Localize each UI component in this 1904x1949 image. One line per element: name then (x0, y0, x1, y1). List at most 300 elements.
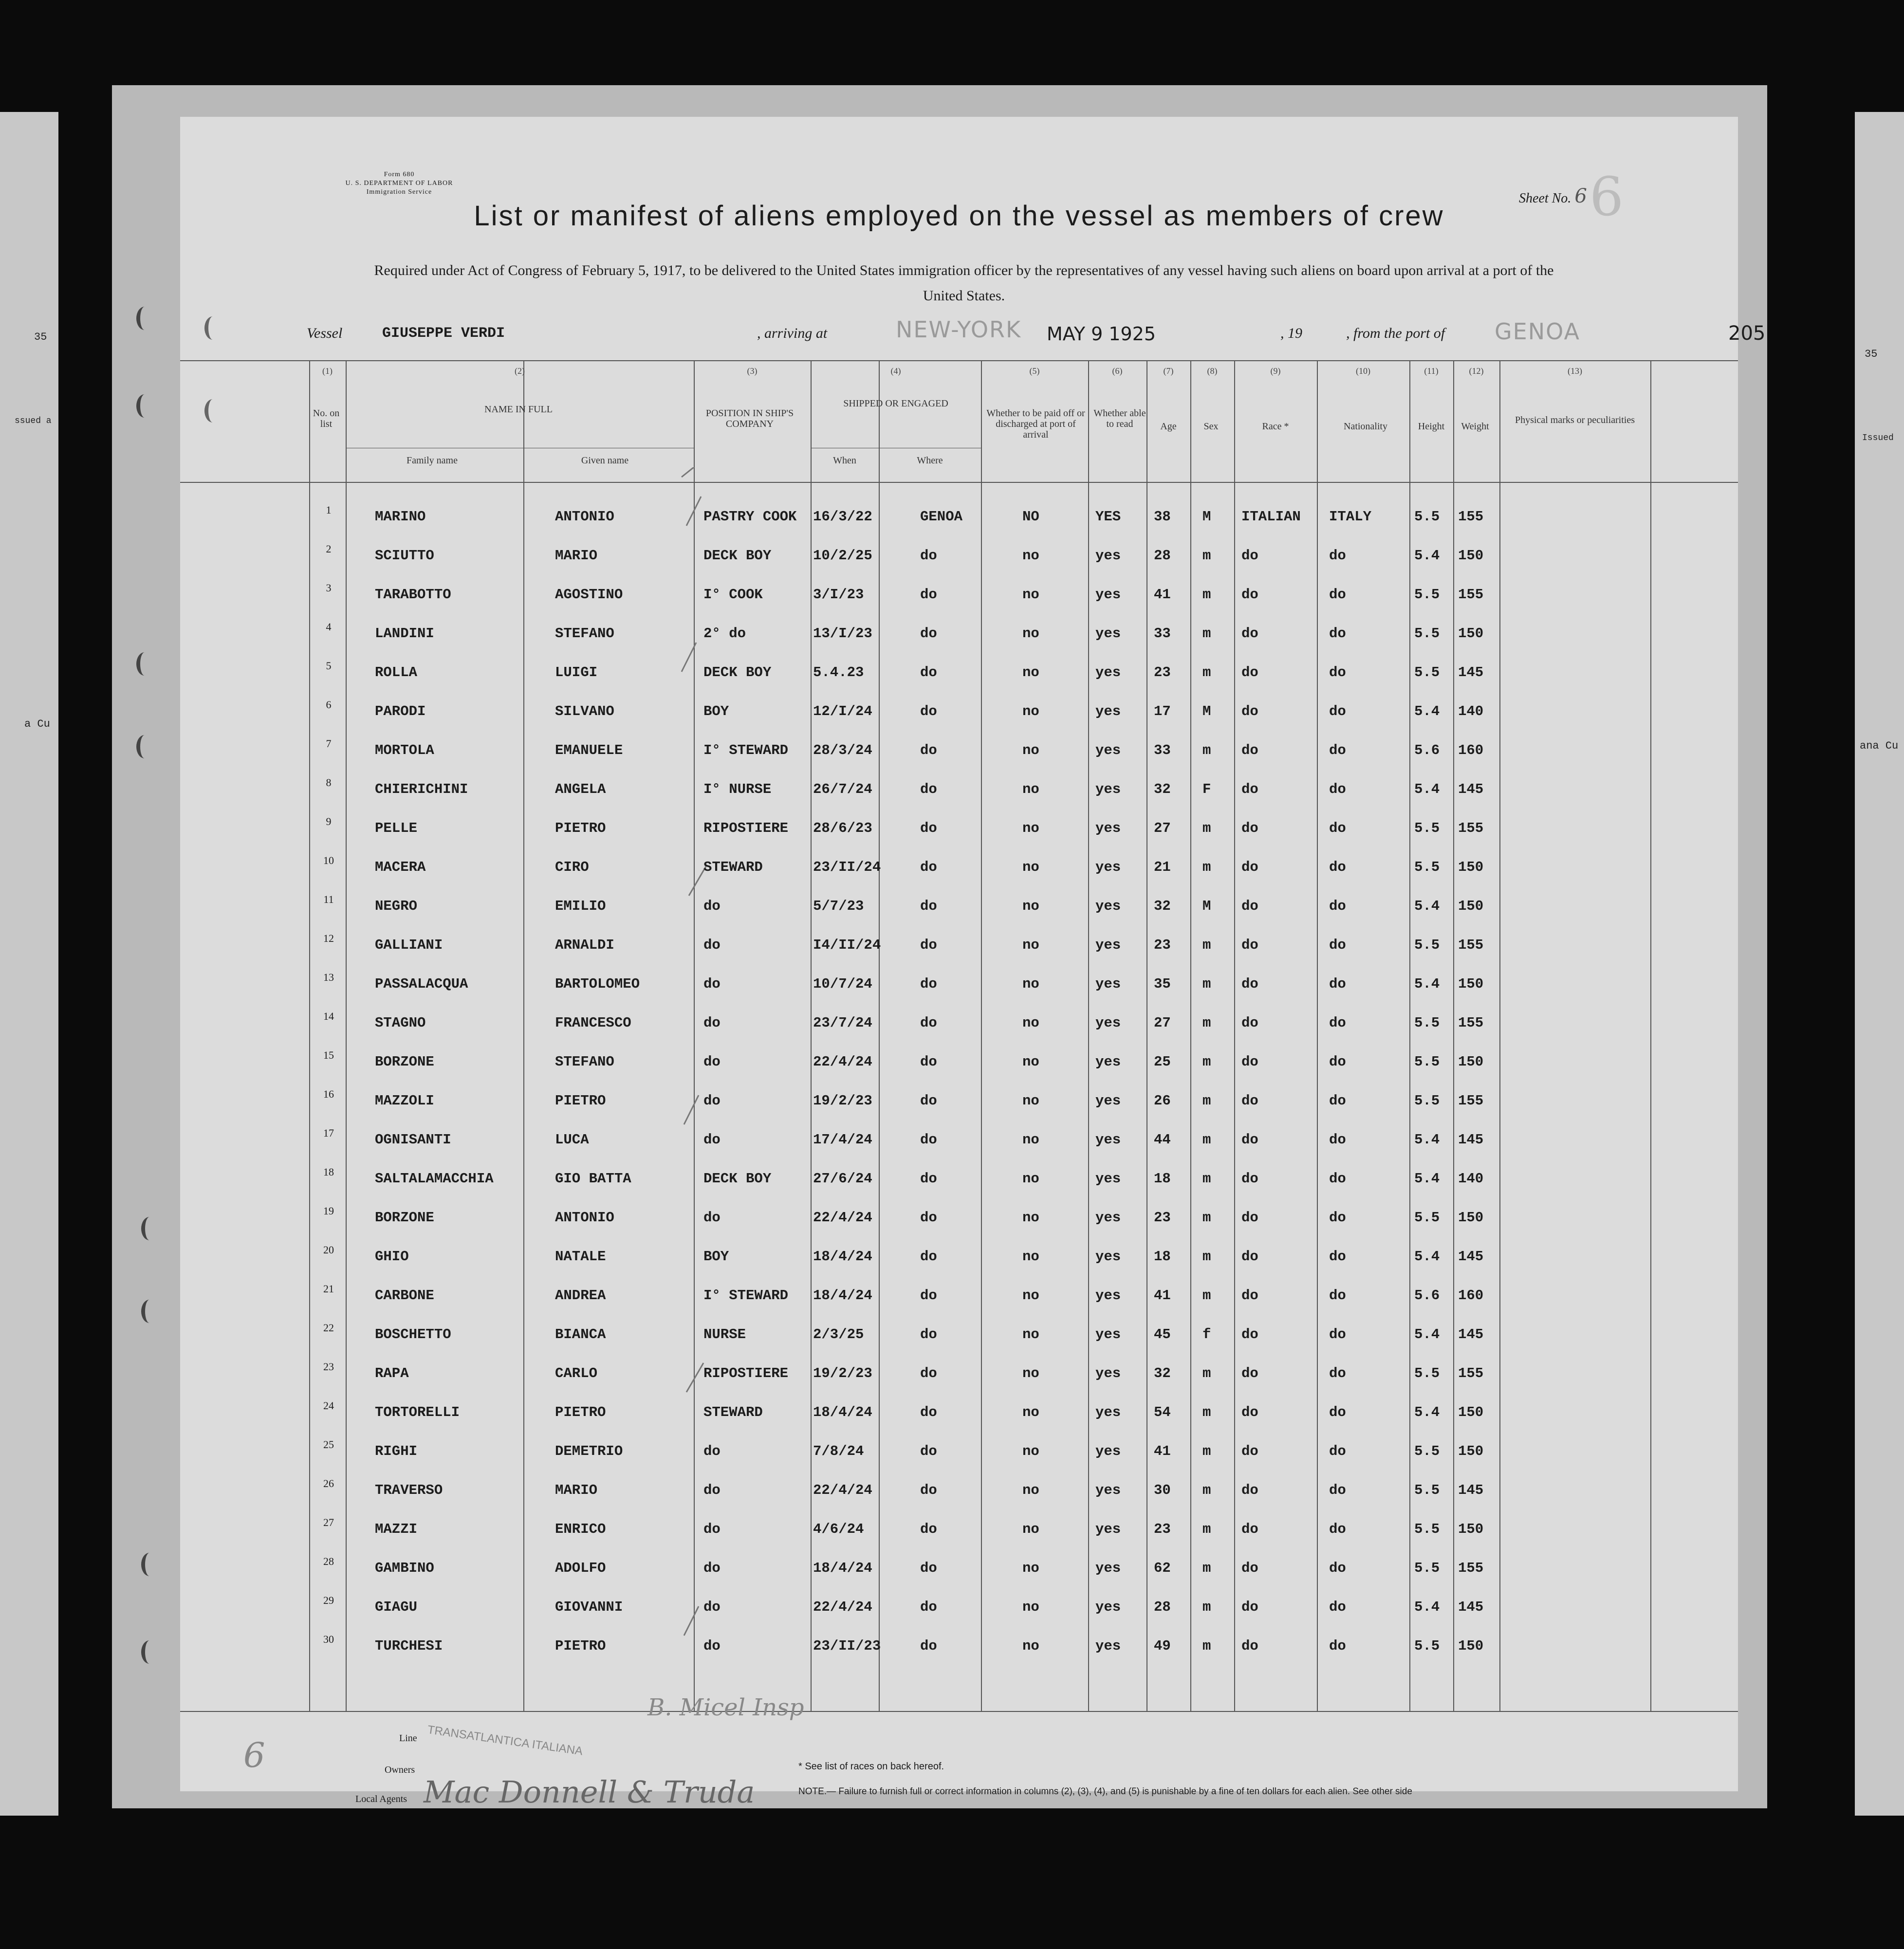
column-number: (2) (515, 366, 525, 376)
weight-cell: 150 (1458, 859, 1484, 875)
given-name-cell: ENRICO (555, 1521, 606, 1537)
sex-cell: m (1202, 1210, 1211, 1226)
able-to-read-cell: yes (1095, 1482, 1121, 1498)
nationality-cell: do (1329, 898, 1346, 914)
shipped-where-cell: do (920, 664, 937, 680)
paid-off-cell: no (1022, 1482, 1039, 1498)
shipped-where-cell: do (920, 1365, 937, 1381)
column-rule (1146, 360, 1147, 1711)
nationality-cell: do (1329, 1599, 1346, 1615)
row-number-cell: 23 (323, 1361, 334, 1373)
sex-cell: m (1202, 548, 1211, 564)
sex-cell: M (1202, 703, 1211, 719)
given-name-cell: CIRO (555, 859, 589, 875)
able-to-read-cell: yes (1095, 898, 1121, 914)
shipped-where-cell: do (920, 1326, 937, 1342)
row-number-cell: 30 (323, 1633, 334, 1645)
able-to-read-cell: yes (1095, 1171, 1121, 1187)
able-to-read-cell: yes (1095, 625, 1121, 642)
weight-cell: 150 (1458, 625, 1484, 642)
paid-off-cell: no (1022, 1365, 1039, 1381)
age-cell: 32 (1154, 1365, 1171, 1381)
manifest-number: 205 (1728, 322, 1766, 345)
family-name-cell: MAZZI (375, 1521, 418, 1537)
height-cell: 5.5 (1414, 1443, 1440, 1459)
header-family: Family name (407, 455, 458, 466)
given-name-cell: STEFANO (555, 1054, 614, 1070)
shipped-where-cell: do (920, 937, 937, 953)
left-page-issued: ssued a (15, 416, 52, 426)
nationality-cell: do (1329, 1249, 1346, 1265)
row-number-cell: 3 (326, 582, 332, 594)
sex-cell: m (1202, 1482, 1211, 1498)
sex-cell: f (1202, 1326, 1211, 1342)
sex-cell: m (1202, 1287, 1211, 1304)
nationality-cell: do (1329, 703, 1346, 719)
right-adjacent-page (1855, 112, 1904, 1816)
from-label: , from the port of (1346, 325, 1445, 341)
shipped-when-cell: 22/4/24 (813, 1054, 872, 1070)
paid-off-cell: no (1022, 1054, 1039, 1070)
row-number-cell: 28 (323, 1555, 334, 1567)
given-name-cell: ANDREA (555, 1287, 606, 1304)
race-cell: do (1241, 1404, 1258, 1420)
family-name-cell: CARBONE (375, 1287, 434, 1304)
weight-cell: 150 (1458, 976, 1484, 992)
race-cell: do (1241, 976, 1258, 992)
row-number-cell: 22 (323, 1322, 334, 1334)
shipped-where-cell: do (920, 1638, 937, 1654)
height-cell: 5.5 (1414, 625, 1440, 642)
age-cell: 41 (1154, 587, 1171, 603)
row-number-cell: 2 (326, 543, 332, 555)
age-cell: 30 (1154, 1482, 1171, 1498)
position-cell: STEWARD (703, 859, 763, 875)
paid-off-cell: no (1022, 781, 1039, 797)
form-header (321, 170, 477, 197)
weight-cell: 145 (1458, 1599, 1484, 1615)
able-to-read-cell: yes (1095, 1521, 1121, 1537)
able-to-read-cell: yes (1095, 1404, 1121, 1420)
position-cell: BOY (703, 703, 729, 719)
column-rule (879, 360, 880, 1711)
sex-cell: m (1202, 587, 1211, 603)
shipped-where-cell: do (920, 587, 937, 603)
paid-off-cell: no (1022, 587, 1039, 603)
paid-off-cell: no (1022, 742, 1039, 758)
paid-off-cell: no (1022, 1326, 1039, 1342)
weight-cell: 155 (1458, 1015, 1484, 1031)
given-name-cell: EMILIO (555, 898, 606, 914)
binder-hole (136, 307, 153, 330)
row-number-cell: 9 (326, 815, 332, 827)
sex-cell: F (1202, 781, 1211, 797)
shipped-when-cell: 4/6/24 (813, 1521, 864, 1537)
row-number-cell: 27 (323, 1516, 334, 1528)
nationality-cell: do (1329, 1560, 1346, 1576)
race-cell: do (1241, 1093, 1258, 1109)
given-name-cell: MARIO (555, 1482, 598, 1498)
given-name-cell: PIETRO (555, 1638, 606, 1654)
nationality-cell: do (1329, 587, 1346, 603)
given-name-cell: CARLO (555, 1365, 598, 1381)
paid-off-cell: no (1022, 859, 1039, 875)
row-number-cell: 19 (323, 1205, 334, 1217)
binder-hole (204, 399, 221, 423)
shipped-when-cell: 5.4.23 (813, 664, 864, 680)
height-cell: 5.5 (1414, 859, 1440, 875)
able-to-read-cell: yes (1095, 781, 1121, 797)
row-number-cell: 5 (326, 660, 332, 672)
position-cell: RIPOSTIERE (703, 820, 789, 836)
family-name-cell: NEGRO (375, 898, 418, 914)
table-bottom-rule (180, 1711, 1738, 1712)
height-cell: 5.4 (1414, 898, 1440, 914)
line-label: Line (399, 1733, 417, 1744)
nationality-cell: ITALY (1329, 509, 1372, 525)
able-to-read-cell: yes (1095, 1249, 1121, 1265)
paid-off-cell: no (1022, 898, 1039, 914)
shipped-when-cell: 10/7/24 (813, 976, 872, 992)
row-number-cell: 7 (326, 737, 332, 750)
height-cell: 5.4 (1414, 976, 1440, 992)
family-name-cell: GIAGU (375, 1599, 418, 1615)
able-to-read-cell: yes (1095, 1326, 1121, 1342)
family-name-cell: MAZZOLI (375, 1093, 434, 1109)
column-rule (1190, 360, 1191, 1711)
race-cell: do (1241, 1482, 1258, 1498)
height-cell: 5.4 (1414, 1326, 1440, 1342)
height-cell: 5.4 (1414, 1249, 1440, 1265)
weight-cell: 150 (1458, 898, 1484, 914)
age-cell: 35 (1154, 976, 1171, 992)
given-name-cell: SILVANO (555, 703, 614, 719)
height-cell: 5.5 (1414, 1093, 1440, 1109)
paid-off-cell: no (1022, 703, 1039, 719)
shipped-where-cell: do (920, 1171, 937, 1187)
right-page-cu: ana Cu (1860, 740, 1899, 752)
shipped-when-cell: 22/4/24 (813, 1210, 872, 1226)
nationality-cell: do (1329, 1054, 1346, 1070)
given-name-cell: ARNALDI (555, 937, 614, 953)
nationality-cell: do (1329, 1638, 1346, 1654)
binder-hole (141, 1553, 158, 1576)
row-number-cell: 11 (323, 893, 334, 905)
given-name-cell: LUIGI (555, 664, 598, 680)
given-name-cell: GIO BATTA (555, 1171, 631, 1187)
header-race: Race * (1262, 421, 1289, 432)
shipped-where-cell: do (920, 898, 937, 914)
weight-cell: 150 (1458, 1521, 1484, 1537)
header-nationality: Nationality (1344, 421, 1387, 432)
able-to-read-cell: yes (1095, 703, 1121, 719)
able-to-read-cell: yes (1095, 664, 1121, 680)
family-name-cell: GALLIANI (375, 937, 443, 953)
shipped-where-cell: do (920, 703, 937, 719)
table-top-rule (180, 360, 1738, 361)
header-when: When (833, 455, 856, 466)
shipped-where-cell: do (920, 1482, 937, 1498)
given-name-cell: BARTOLOMEO (555, 976, 640, 992)
shipped-when-cell: 19/2/23 (813, 1093, 872, 1109)
weight-cell: 155 (1458, 587, 1484, 603)
vessel-name: GIUSEPPE VERDI (382, 325, 505, 342)
family-name-cell: RAPA (375, 1365, 409, 1381)
shipped-when-cell: 23/II/24 (813, 859, 881, 875)
race-cell: do (1241, 1599, 1258, 1615)
row-number-cell: 18 (323, 1166, 334, 1178)
shipped-when-cell: 3/I/23 (813, 587, 864, 603)
nationality-cell: do (1329, 1404, 1346, 1420)
height-cell: 5.4 (1414, 548, 1440, 564)
weight-cell: 150 (1458, 548, 1484, 564)
family-name-cell: SCIUTTO (375, 548, 434, 564)
height-cell: 5.5 (1414, 937, 1440, 953)
age-cell: 18 (1154, 1249, 1171, 1265)
binder-hole (141, 1217, 158, 1240)
column-number: (11) (1424, 366, 1439, 376)
departure-port: GENOA (1495, 318, 1580, 345)
family-name-cell: OGNISANTI (375, 1132, 451, 1148)
column-number: (13) (1568, 366, 1582, 376)
nationality-cell: do (1329, 1287, 1346, 1304)
family-name-cell: MARINO (375, 509, 426, 525)
able-to-read-cell: yes (1095, 1210, 1121, 1226)
age-cell: 25 (1154, 1054, 1171, 1070)
family-name-cell: TRAVERSO (375, 1482, 443, 1498)
nationality-cell: do (1329, 1132, 1346, 1148)
shipped-when-cell: 2/3/25 (813, 1326, 864, 1342)
family-name-cell: TURCHESI (375, 1638, 443, 1654)
position-cell: do (703, 1443, 721, 1459)
shipped-where-cell: do (920, 1404, 937, 1420)
header-marks: Physical marks or peculiarities (1515, 415, 1635, 425)
given-name-cell: FRANCESCO (555, 1015, 631, 1031)
height-cell: 5.5 (1414, 664, 1440, 680)
row-number-cell: 29 (323, 1594, 334, 1606)
weight-cell: 145 (1458, 1249, 1484, 1265)
page-mark: 6 (243, 1735, 265, 1775)
vessel-label: Vessel (307, 325, 343, 341)
age-cell: 26 (1154, 1093, 1171, 1109)
row-number-cell: 15 (323, 1049, 334, 1061)
sex-cell: M (1202, 509, 1211, 525)
age-cell: 21 (1154, 859, 1171, 875)
given-name-cell: ANGELA (555, 781, 606, 797)
nationality-cell: do (1329, 742, 1346, 758)
arrival-date: MAY 9 1925 (1047, 323, 1156, 345)
shipped-where-cell: do (920, 548, 937, 564)
sex-cell: m (1202, 1443, 1211, 1459)
family-name-cell: BORZONE (375, 1054, 434, 1070)
column-number: (4) (890, 366, 901, 376)
position-cell: I° NURSE (703, 781, 772, 797)
paid-off-cell: no (1022, 1210, 1039, 1226)
race-cell: do (1241, 1521, 1258, 1537)
race-cell: do (1241, 1132, 1258, 1148)
shipped-when-cell: 28/3/24 (813, 742, 872, 758)
race-cell: ITALIAN (1241, 509, 1301, 525)
row-number-cell: 24 (323, 1399, 334, 1412)
fine-note: NOTE.— Failure to furnish full or correct information in columns (2), (3), (4), and (5) is punishable by a fine of ten dollars for each alien. See other side (798, 1786, 1412, 1797)
able-to-read-cell: yes (1095, 1599, 1121, 1615)
family-name-cell: ROLLA (375, 664, 418, 680)
able-to-read-cell: yes (1095, 820, 1121, 836)
able-to-read-cell: yes (1095, 1560, 1121, 1576)
shipped-where-cell: do (920, 625, 937, 642)
age-cell: 49 (1154, 1638, 1171, 1654)
race-cell: do (1241, 742, 1258, 758)
row-number-cell: 17 (323, 1127, 334, 1139)
shipped-where-cell: do (920, 1287, 937, 1304)
paid-off-cell: no (1022, 1132, 1039, 1148)
position-cell: do (703, 1599, 721, 1615)
height-cell: 5.5 (1414, 820, 1440, 836)
sex-cell: m (1202, 937, 1211, 953)
arriving-label: , arriving at (757, 325, 828, 341)
nationality-cell: do (1329, 1443, 1346, 1459)
header-no: No. on list (313, 408, 340, 429)
age-cell: 28 (1154, 1599, 1171, 1615)
paid-off-cell: no (1022, 625, 1039, 642)
height-cell: 5.5 (1414, 1210, 1440, 1226)
sex-cell: m (1202, 1093, 1211, 1109)
given-name-cell: LUCA (555, 1132, 589, 1148)
shipped-where-cell: do (920, 1443, 937, 1459)
given-name-cell: EMANUELE (555, 742, 623, 758)
position-cell: do (703, 1482, 721, 1498)
position-cell: do (703, 1521, 721, 1537)
race-cell: do (1241, 1054, 1258, 1070)
height-cell: 5.5 (1414, 587, 1440, 603)
given-name-cell: PIETRO (555, 1404, 606, 1420)
race-cell: do (1241, 937, 1258, 953)
nationality-cell: do (1329, 1171, 1346, 1187)
race-cell: do (1241, 1443, 1258, 1459)
nationality-cell: do (1329, 937, 1346, 953)
sheet-number-large: 6 (1590, 165, 1624, 228)
tick-marks (677, 467, 735, 1684)
position-cell: do (703, 1210, 721, 1226)
sex-cell: m (1202, 742, 1211, 758)
age-cell: 32 (1154, 781, 1171, 797)
paid-off-cell: no (1022, 1443, 1039, 1459)
family-name-cell: GAMBINO (375, 1560, 434, 1576)
given-name-cell: PIETRO (555, 1093, 606, 1109)
able-to-read-cell: YES (1095, 509, 1121, 525)
height-cell: 5.6 (1414, 1287, 1440, 1304)
owners-label: Owners (385, 1765, 415, 1775)
column-rule (309, 360, 310, 1711)
paid-off-cell: no (1022, 548, 1039, 564)
right-page-issued: Issued (1862, 433, 1894, 443)
sheet-value: 6 (1574, 185, 1587, 207)
age-cell: 28 (1154, 548, 1171, 564)
header-read: Whether able to read (1093, 408, 1146, 429)
age-cell: 62 (1154, 1560, 1171, 1576)
shipped-where-cell: do (920, 1560, 937, 1576)
race-cell: do (1241, 548, 1258, 564)
header-height: Height (1418, 421, 1445, 432)
column-rule (1453, 360, 1454, 1711)
shipped-where-cell: do (920, 742, 937, 758)
paid-off-cell: no (1022, 1560, 1039, 1576)
shipped-when-cell: 16/3/22 (813, 509, 872, 525)
right-page-number: 35 (1865, 348, 1878, 360)
family-name-cell: MORTOLA (375, 742, 434, 758)
weight-cell: 155 (1458, 1365, 1484, 1381)
nationality-cell: do (1329, 1326, 1346, 1342)
weight-cell: 140 (1458, 1171, 1484, 1187)
given-name-cell: MARIO (555, 548, 598, 564)
weight-cell: 150 (1458, 1054, 1484, 1070)
position-cell: RIPOSTIERE (703, 1365, 789, 1381)
weight-cell: 150 (1458, 1638, 1484, 1654)
sex-cell: m (1202, 1404, 1211, 1420)
binder-hole (136, 652, 153, 676)
height-cell: 5.5 (1414, 1482, 1440, 1498)
service-name: Immigration Service (366, 188, 432, 196)
paid-off-cell: no (1022, 1287, 1039, 1304)
paid-off-cell: NO (1022, 509, 1039, 525)
position-cell: BOY (703, 1249, 729, 1265)
race-cell: do (1241, 1249, 1258, 1265)
sex-cell: m (1202, 976, 1211, 992)
height-cell: 5.6 (1414, 742, 1440, 758)
age-cell: 27 (1154, 1015, 1171, 1031)
column-number: (7) (1163, 366, 1174, 376)
column-rule (981, 360, 982, 1711)
sex-cell: m (1202, 1365, 1211, 1381)
nationality-cell: do (1329, 1482, 1346, 1498)
given-name-cell: AGOSTINO (555, 587, 623, 603)
arrival-port: NEW-YORK (896, 316, 1022, 343)
weight-cell: 160 (1458, 742, 1484, 758)
paid-off-cell: no (1022, 1171, 1039, 1187)
able-to-read-cell: yes (1095, 859, 1121, 875)
able-to-read-cell: yes (1095, 937, 1121, 953)
column-rule (523, 360, 524, 1711)
row-number-cell: 6 (326, 699, 332, 711)
weight-cell: 145 (1458, 781, 1484, 797)
shipped-where-cell: do (920, 1093, 937, 1109)
given-name-cell: STEFANO (555, 625, 614, 642)
shipped-when-cell: 18/4/24 (813, 1249, 872, 1265)
races-note: * See list of races on back hereof. (798, 1761, 944, 1772)
race-cell: do (1241, 587, 1258, 603)
sex-cell: m (1202, 1171, 1211, 1187)
position-cell: DECK BOY (703, 664, 772, 680)
race-cell: do (1241, 898, 1258, 914)
shipped-where-cell: do (920, 1210, 937, 1226)
given-name-cell: ADOLFO (555, 1560, 606, 1576)
page-subtitle: Required under Act of Congress of February 5, 1917, to be delivered to the United States immigration officer by the representatives of any vessel having such aliens on board upon arrival at a port of the United States. (374, 262, 1554, 304)
family-name-cell: BOSCHETTO (375, 1326, 451, 1342)
column-rule (1499, 360, 1500, 1711)
nationality-cell: do (1329, 976, 1346, 992)
column-number: (3) (747, 366, 758, 376)
weight-cell: 145 (1458, 664, 1484, 680)
age-cell: 23 (1154, 1210, 1171, 1226)
race-cell: do (1241, 1171, 1258, 1187)
paid-off-cell: no (1022, 1015, 1039, 1031)
position-cell: do (703, 1054, 721, 1070)
header-age: Age (1160, 421, 1177, 432)
paid-off-cell: no (1022, 820, 1039, 836)
age-cell: 33 (1154, 742, 1171, 758)
shipped-when-cell: 18/4/24 (813, 1404, 872, 1420)
shipped-where-cell: do (920, 976, 937, 992)
